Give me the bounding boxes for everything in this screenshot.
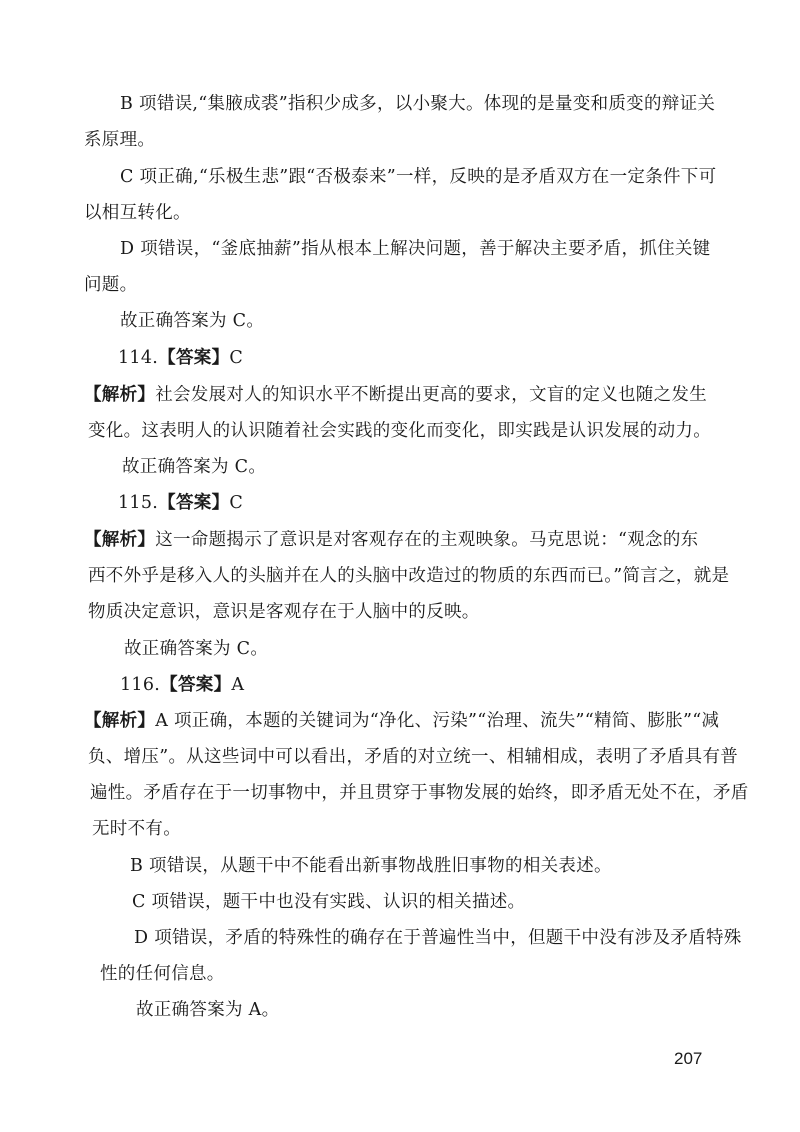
text-line: B 项错误,“集腋成裘”指积少成多，以小聚大。体现的是量变和质变的辩证关 bbox=[120, 94, 716, 114]
text-line: 系原理。 bbox=[84, 130, 156, 150]
text-line: B 项错误，从题干中不能看出新事物战胜旧事物的相关表述。 bbox=[130, 856, 612, 876]
text-line: C 项错误，题干中也没有实践、认识的相关描述。 bbox=[132, 892, 526, 912]
analysis-text: A 项正确，本题的关键词为“净化、污染”“治理、流失”“精简、膨胀”“减 bbox=[155, 711, 720, 731]
analysis-line bbox=[84, 528, 698, 552]
answer-value: C bbox=[229, 348, 244, 368]
analysis-label: 【解析】 bbox=[84, 711, 156, 731]
analysis-text: 社会发展对人的知识水平不断提出更高的要求，文盲的定义也随之发生 bbox=[155, 385, 708, 405]
analysis-label: 【解析】 bbox=[84, 530, 156, 550]
answer-label: 【答案】 bbox=[160, 675, 232, 695]
answer-conclusion: 故正确答案为 C。 bbox=[124, 639, 269, 659]
text-line: 以相互转化。 bbox=[84, 203, 191, 223]
text-line: 西不外乎是移入人的头脑并在人的头脑中改造过的物质的东西而已。”简言之，就是 bbox=[88, 566, 730, 586]
answer-conclusion: 故正确答案为 A。 bbox=[136, 1000, 280, 1020]
question-number: 115. bbox=[118, 493, 159, 513]
answer-conclusion: 故正确答案为 C。 bbox=[122, 457, 267, 477]
answer-heading-115 bbox=[118, 491, 243, 515]
analysis-line bbox=[84, 709, 719, 733]
text-line: 变化。这表明人的认识随着社会实践的变化而变化，即实践是认识发展的动力。 bbox=[88, 421, 711, 441]
analysis-label: 【解析】 bbox=[84, 385, 156, 405]
analysis-text: 这一命题揭示了意识是对客观存在的主观映象。马克思说：“观念的东 bbox=[155, 530, 699, 550]
text-line: 无时不有。 bbox=[92, 819, 181, 839]
answer-heading-116 bbox=[120, 673, 244, 697]
answer-value: A bbox=[231, 675, 245, 695]
question-number: 114. bbox=[118, 348, 159, 368]
text-line: 遍性。矛盾存在于一切事物中，并且贯穿于事物发展的始终，即矛盾无处不在，矛盾 bbox=[90, 783, 749, 803]
text-line: 负、增压”。从这些词中可以看出，矛盾的对立统一、相辅相成，表明了矛盾具有普 bbox=[88, 747, 739, 767]
text-line: 物质决定意识，意识是客观存在于人脑中的反映。 bbox=[88, 602, 480, 622]
answer-label: 【答案】 bbox=[158, 348, 230, 368]
answer-label: 【答案】 bbox=[158, 493, 230, 513]
question-number: 116. bbox=[120, 675, 161, 695]
text-line: D 项错误，矛盾的特殊性的确存在于普遍性当中，但题干中没有涉及矛盾特殊 bbox=[134, 928, 742, 948]
text-line: C 项正确,“乐极生悲”跟“否极泰来”一样，反映的是矛盾双方在一定条件下可 bbox=[120, 167, 717, 187]
text-line: D 项错误，“釜底抽薪”指从根本上解决问题，善于解决主要矛盾，抓住关键 bbox=[120, 239, 711, 259]
answer-heading-114 bbox=[118, 346, 243, 370]
answer-value: C bbox=[229, 493, 244, 513]
page-number: 207 bbox=[674, 1049, 703, 1068]
answer-conclusion: 故正确答案为 C。 bbox=[120, 311, 265, 331]
analysis-line bbox=[84, 383, 707, 407]
text-line: 性的任何信息。 bbox=[100, 964, 225, 984]
text-line: 问题。 bbox=[84, 275, 138, 295]
